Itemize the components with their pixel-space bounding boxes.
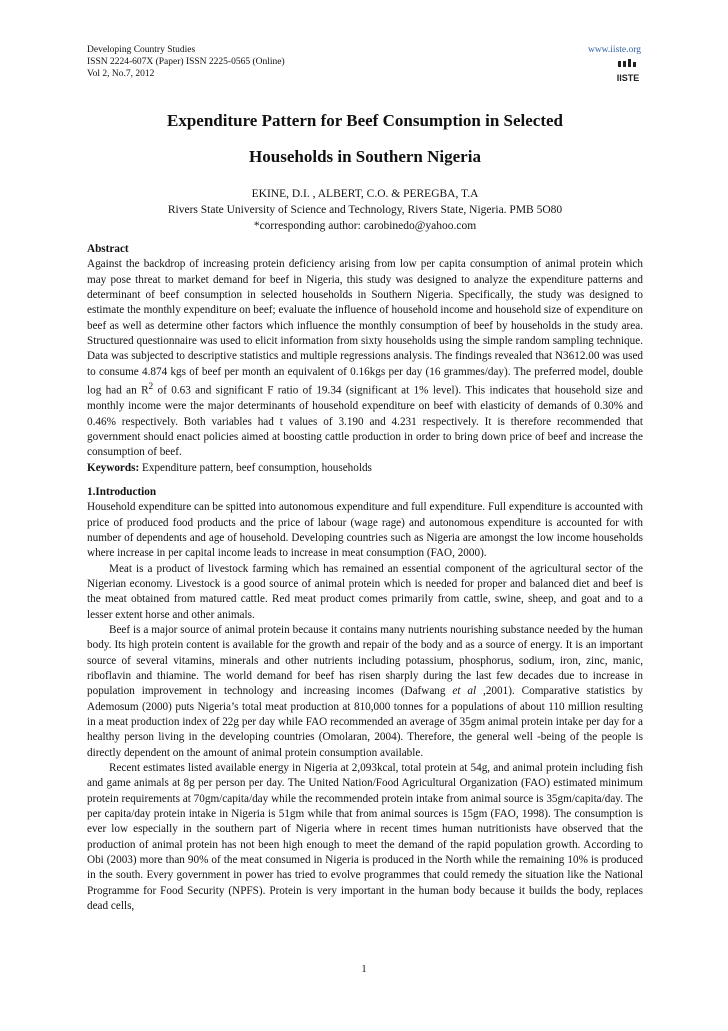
title-line-2: Households in Southern Nigeria	[249, 147, 481, 166]
intro-p3-part-1: Beef is a major source of animal protein because it contains many nutrients nourishing substance needed by the human body. Its high protein content is available for the growth and repair of the body and as a source of energy. It is an important source of several vitamins, minerals and other nutrients including potassium, phosphorus, sodium, iron, zinc, manic, riboflavin and thiamine. The world demand for beef has risen sharply during the last few decades due to increase in population improvement in technology and increasing incomes (Dafwang	[87, 623, 643, 698]
abstract-text-part-1: Against the backdrop of increasing protein deficiency arising from low per capita consumption of animal protein which may pose threat to market demand for beef in Nigeria, this study was designed to analyze the expenditure patterns and determinant of beef consumption in selected households in Southern Nigeria. Specifically, the study was designed to estimate the monthly expenditure on beef; evaluate the influence of household income and household size of expenditure on beef as well as determine other factors which influence the monthly consumption of beef by households in the study area. Structured questionnaire was used to elicit information from sixty households using the simple random sampling technique. Data was subjected to descriptive statistics and multiple regressions analysis. The findings revealed that N3612.00 was used to consume 4.874 kgs of beef per month an equivalent of 0.16kgs per day (16 grammes/day). The preferred model, double log had an R	[87, 258, 643, 397]
journal-volume: Vol 2, No.7, 2012	[87, 69, 155, 79]
abstract-text	[87, 257, 643, 460]
r-squared-superscript: 2	[148, 382, 154, 393]
keywords-label: Keywords:	[87, 461, 140, 474]
abstract-text-part-2: of 0.63 and significant F ratio of 19.34 (significant at 1% level). This indicates that household size and monthly income were the major determinants of household expenditure on beef with elasticity of demands of 0.30% and 0.46% respectively. Both variables had t values of 3.190 and 4.231 respectively. It is therefore recommended that government should enact policies aimed at boosting cattle production in order to bring down price of beef and increase the consumption of beef.	[87, 384, 643, 459]
page-number: 1	[361, 964, 367, 975]
iiste-logo-icon	[617, 59, 639, 84]
journal-info	[87, 44, 643, 80]
author-affiliation: Rivers State University of Science and Technology, Rivers State, Nigeria. PMB 5O80	[167, 204, 563, 216]
author-names: EKINE, D.I. , ALBERT, C.O. & PEREGBA, T.A	[251, 188, 479, 200]
journal-website-link[interactable]: www.iiste.org	[587, 45, 641, 55]
intro-paragraph-4: Recent estimates listed available energy in Nigeria at 2,093kcal, total protein at 54g, and animal protein including fish and game animals at 8g per person per day. The United Nation/Food Agricultural Organization (FAO) estimated minimum protein requirements at 70gm/capita/day while the recommended protein intake from animal source is 35gm/capita/day. The per capita/day protein intake in Nigeria is 51gm while that from animal sources is 15gm (FAO, 1998). The consumption is ever low especially in the southern part of Nigeria where in recent times human nutritionists have observed that the production of animal protein has not been high enough to meet the demand of the rapid population growth. According to Obi (2003) more than 90% of the meat consumed in Nigeria is produced in the North while the remaining 10% is produced in the south. Every government in power has tried to evolve programmes that could remedy the situation like the National Programme for Food Security (NPFS). Protein is very important in the human body because it builds the body, replaces dead cells,	[87, 762, 643, 913]
keywords-line	[87, 461, 643, 476]
intro-paragraph-3	[87, 623, 643, 761]
intro-paragraph-2: Meat is a product of livestock farming which has remained an essential component of the agricultural sector of the Nigerian economy. Livestock is a good source of animal protein which is needed for proper and balanced diet and beef is the meat obtained from matured cattle. Red meat product comes primarily from cattle, swine, sheep, and goat and to a lesser extent horse and other animals.	[87, 562, 643, 621]
journal-name: Developing Country Studies	[87, 45, 196, 55]
keywords-text: Expenditure pattern, beef consumption, households	[139, 461, 372, 474]
title-line-1: Expenditure Pattern for Beef Consumption in Selected	[166, 111, 564, 130]
author-block	[87, 186, 643, 234]
paper-title	[87, 103, 643, 175]
et-al-italic: et al	[452, 685, 477, 698]
abstract-heading: Abstract	[87, 243, 129, 255]
journal-issn: ISSN 2224-607X (Paper) ISSN 2225-0565 (Online)	[87, 57, 285, 67]
introduction-heading: 1.Introduction	[87, 485, 157, 498]
logo-text: IISTE	[617, 73, 639, 83]
intro-paragraph-1: Household expenditure can be spitted into autonomous expenditure and full expenditure. Full expenditure is accounted with price of produced food products and the price of labour (wage rage) and autonomous expenditure is accounted for with number of dependents and age of household. Developing countries such as Nigeria are amongst the low income households where increase in per capital income leads to increase in meat consumption (FAO, 2000).	[87, 501, 643, 560]
intro-p3-part-2: ,2001). Comparative statistics by Ademosum (2000) puts Nigeria’s total meat production at 810,000 tonnes for a populations of about 110 million resulting in a meat production index of 22g per day while FAO recommended an average of 35gm animal protein intake per day for a healthy person living in the developing countries (Omolaran, 2004). Therefore, the general well -being of the people is directly dependent on the amount of animal protein consumption available.	[87, 685, 644, 759]
paper-body	[87, 242, 643, 915]
corresponding-author: *corresponding author: carobinedo@yahoo.com	[253, 220, 477, 232]
page-header	[87, 44, 643, 83]
